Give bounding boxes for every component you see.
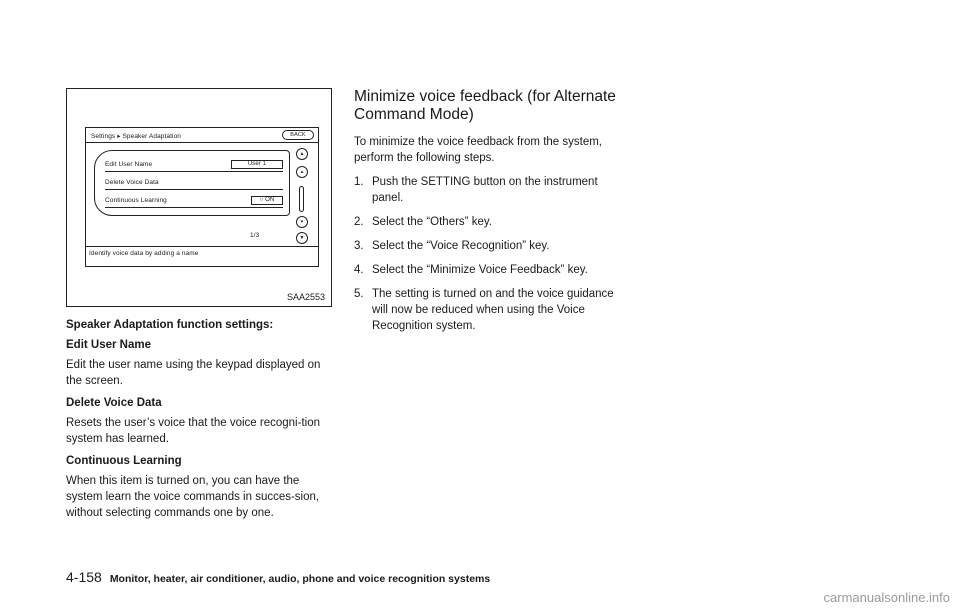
step-text: Select the “Minimize Voice Feedback” key. bbox=[372, 264, 588, 276]
radio-icon: ○ bbox=[259, 197, 266, 203]
item-description: Edit the user name using the keypad displayed on the screen. bbox=[66, 359, 321, 387]
watermark: carmanualsonline.info bbox=[823, 590, 950, 605]
divider bbox=[86, 142, 318, 143]
list-item bbox=[105, 157, 283, 172]
step-item bbox=[354, 286, 624, 334]
hint-text: Identify voice data by adding a name bbox=[89, 250, 199, 257]
list-item bbox=[105, 175, 283, 190]
footer-section-title: Monitor, heater, air conditioner, audio, phone and voice recognition systems bbox=[109, 573, 491, 585]
page-footer bbox=[66, 569, 490, 585]
scroll-track bbox=[299, 186, 304, 212]
step-text: The setting is turned on and the voice guidance will now be reduced when using the Voice Recognition system. bbox=[372, 288, 614, 332]
page-indicator: 1/3 bbox=[250, 232, 260, 239]
step-text: Select the “Voice Recognition” key. bbox=[372, 240, 550, 252]
scroll-bottom-icon: ▼ bbox=[296, 232, 308, 244]
steps-list bbox=[354, 174, 624, 334]
step-item bbox=[354, 214, 624, 230]
step-number: 3. bbox=[354, 240, 364, 252]
toggle-indicator bbox=[251, 196, 283, 205]
step-number: 1. bbox=[354, 176, 364, 188]
item-description: When this item is turned on, you can have the system learn the voice commands in succes-sion, without selecting commands one by one. bbox=[66, 475, 320, 519]
breadcrumb: Settings ▸ Speaker Adaptation bbox=[91, 133, 181, 140]
screen-illustration bbox=[66, 88, 332, 307]
step-item bbox=[354, 262, 624, 278]
settings-descriptions bbox=[66, 319, 336, 521]
list-item-label: Edit User Name bbox=[105, 160, 153, 168]
step-text: Push the SETTING button on the instrument panel. bbox=[372, 176, 598, 204]
step-item bbox=[354, 238, 624, 254]
step-text: Select the “Others” key. bbox=[372, 216, 492, 228]
scroll-top-icon: ▲ bbox=[296, 148, 308, 160]
divider bbox=[86, 246, 318, 247]
section-heading: Speaker Adaptation function settings: bbox=[66, 319, 274, 331]
item-heading: Delete Voice Data bbox=[66, 397, 162, 409]
item-heading: Edit User Name bbox=[66, 339, 152, 351]
back-button: BACK bbox=[282, 130, 314, 140]
list-item-label: Continuous Learning bbox=[105, 196, 167, 204]
item-description: Resets the user’s voice that the voice recogni-tion system has learned. bbox=[66, 417, 320, 445]
step-number: 4. bbox=[354, 264, 364, 276]
list-item-value: User 1 bbox=[231, 160, 283, 169]
left-column bbox=[66, 88, 336, 521]
toggle-value: ON bbox=[265, 197, 275, 203]
section-title: Minimize voice feedback (for Alternate Command Mode) bbox=[354, 88, 616, 123]
intro-text: To minimize the voice feedback from the system, perform the following steps. bbox=[354, 136, 602, 164]
list-item bbox=[105, 193, 283, 208]
item-heading: Continuous Learning bbox=[66, 455, 182, 467]
step-number: 2. bbox=[354, 216, 364, 228]
step-item bbox=[354, 174, 624, 206]
scrollbar bbox=[294, 144, 314, 244]
scroll-down-icon: ▾ bbox=[296, 216, 308, 228]
step-number: 5. bbox=[354, 288, 364, 300]
right-column bbox=[354, 88, 624, 342]
page-number: 4-158 bbox=[66, 569, 102, 585]
display-screen bbox=[85, 127, 319, 267]
list-item-label: Delete Voice Data bbox=[105, 178, 159, 186]
figure-caption: SAA2553 bbox=[286, 292, 325, 302]
scroll-up-icon: ▴ bbox=[296, 166, 308, 178]
settings-list bbox=[94, 150, 290, 216]
